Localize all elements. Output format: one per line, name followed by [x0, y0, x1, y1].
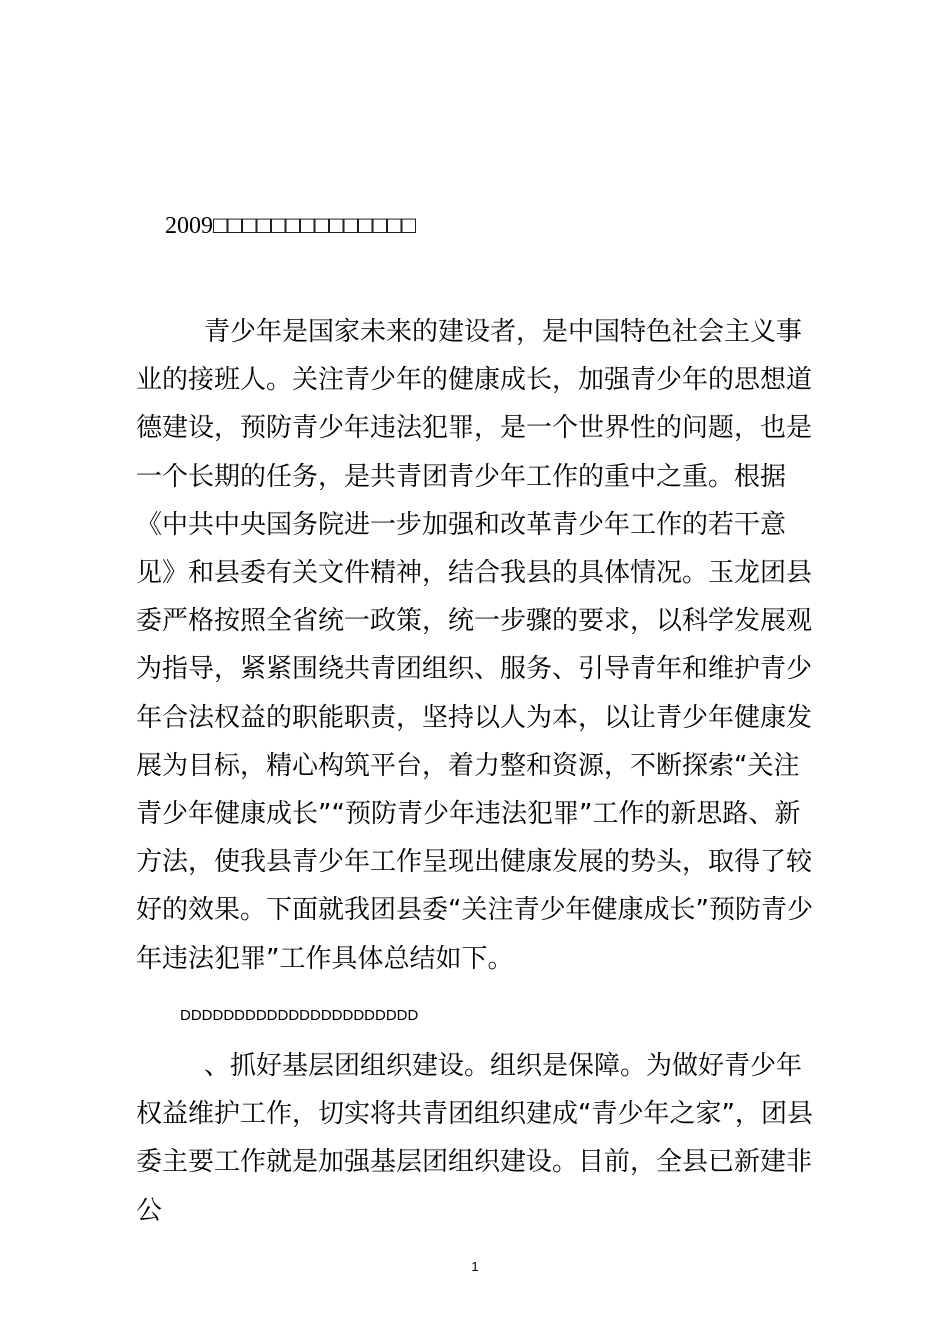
body-paragraph-organization: 、抓好基层团组织建设。组织是保障。为做好青少年权益维护工作，切实将共青团组织建成“青少年之家”，团县委主要工作就是加强基层团组织建设。目前，全县已新建非公 — [136, 1051, 813, 1226]
document-title: 2009□□□□□□□□□□□□□□ — [165, 213, 416, 239]
section-heading-garbled: DDDDDDDDDDDDDDDDDDDDDD — [180, 1007, 419, 1024]
body-paragraph-intro: 青少年是国家未来的建设者，是中国特色社会主义事业的接班人。关注青少年的健康成长，加强青少年的思想道德建设，预防青少年违法犯罪，是一个世界性的问题，也是一个长期的任务，是共青团青少年工作的重中之重。根据《中共中央国务院进一步加强和改革青少年工作的若干意见》和县委有关文件精神，结合我县的具体情况。玉龙团县委严格按照全省统一政策，统一步骤的要求，以科学发展观为指导，紧紧围绕共青团组织、服务、引导青年和维护青少年合法权益的职能职责，坚持以人为本，以让青少年健康发展为目标，精心构筑平台，着力整和资源，不断探索“关注青少年健康成长”“预防青少年违法犯罪”工作的新思路、新方法，使我县青少年工作呈现出健康发展的势头，取得了较好的效果。下面就我团县委“关注青少年健康成长”预防青少年违法犯罪”工作具体总结如下。 — [136, 317, 813, 974]
page-number: 1 — [471, 1259, 479, 1274]
